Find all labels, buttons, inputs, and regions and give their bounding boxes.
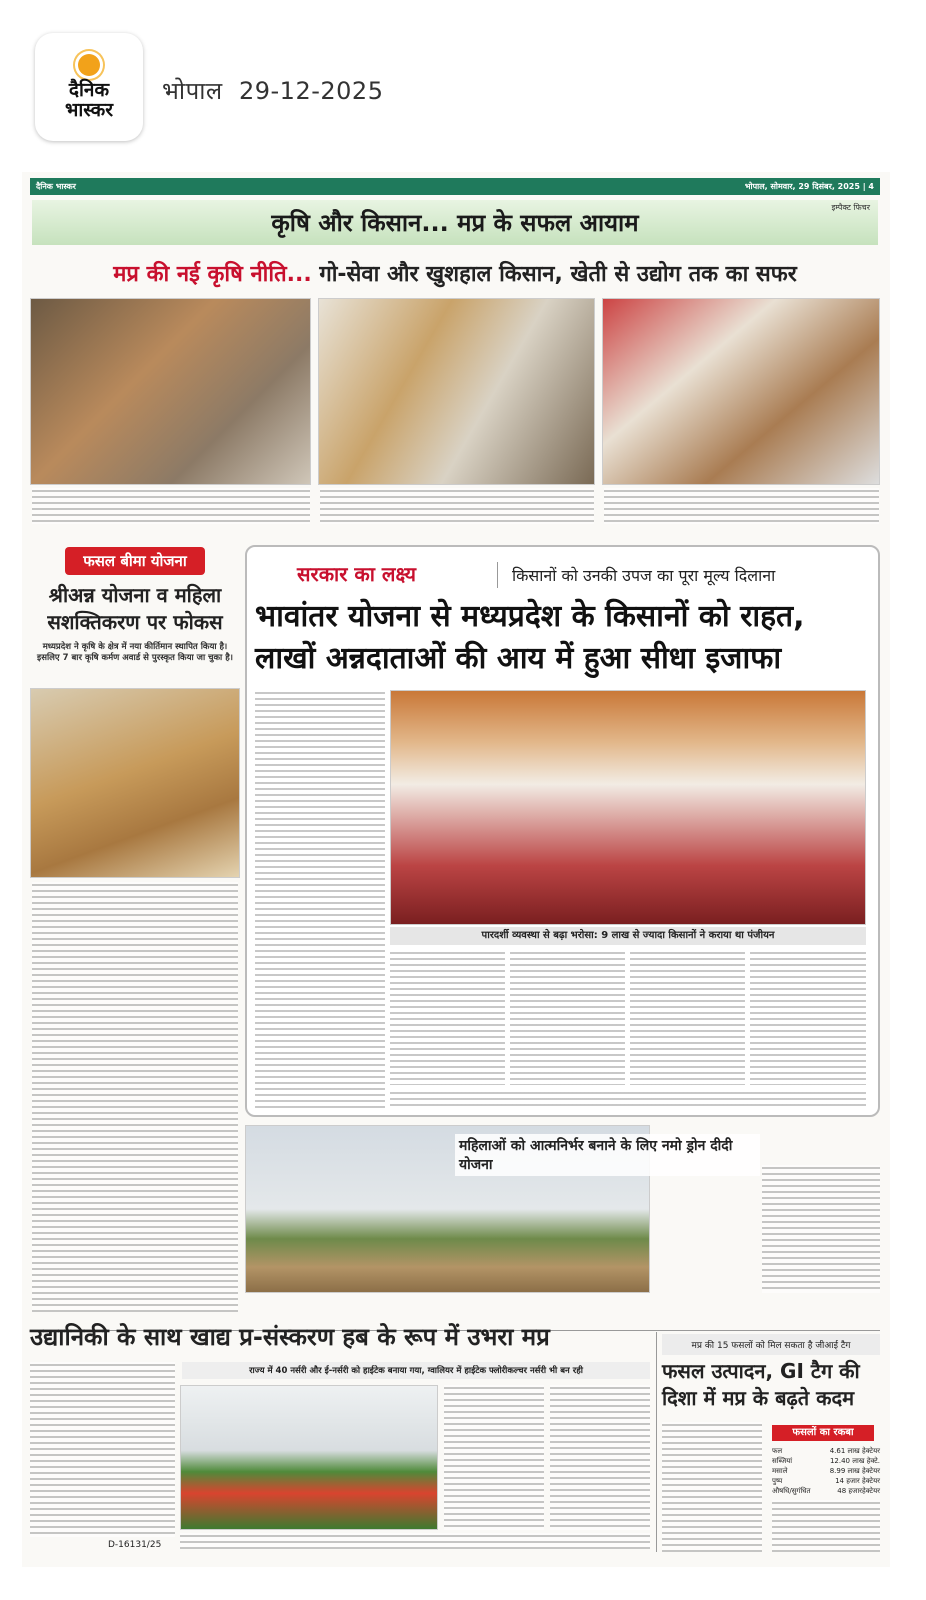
table-row — [772, 1466, 880, 1476]
crop-name: पुष्प — [772, 1477, 783, 1485]
bottom-body-col3 — [550, 1385, 650, 1530]
strip-masthead: दैनिक भास्कर — [36, 182, 76, 191]
gi-body-col2 — [772, 1500, 880, 1552]
edition-date: 29-12-2025 — [238, 77, 384, 105]
crop-area: 48 हजारहेक्टेयर — [837, 1487, 880, 1495]
strip-date: भोपाल, सोमवार, 29 दिसंबर, 2025 | 4 — [744, 182, 874, 191]
dainik-bhaskar-logo[interactable] — [35, 33, 143, 141]
table-row — [772, 1456, 880, 1466]
lead-headline-red: मप्र की नई कृषि नीति... — [113, 262, 312, 287]
main-body-footer — [390, 1090, 866, 1110]
crop-area: 8.99 लाख हेक्टेयर — [829, 1467, 880, 1475]
crop-area-table-title: फसलों का रकबा — [772, 1425, 874, 1441]
bottom-photo-caption — [180, 1533, 650, 1549]
lead-headline — [30, 258, 880, 288]
main-photo-caption: पारदर्शी व्यवस्था से बढ़ा भरोसा: 9 लाख से ज्यादा किसानों ने कराया था पंजीयन — [390, 927, 866, 945]
table-row — [772, 1476, 880, 1486]
crop-area: 14 हजार हेक्टेयर — [835, 1477, 880, 1485]
main-kicker: सरकार का लक्ष्य — [297, 562, 416, 586]
section-banner — [32, 200, 878, 245]
left-story-intro: मध्यप्रदेश ने कृषि के क्षेत्र में नया कीर्तिमान स्थापित किया है। इसलिए 7 बार कृषि कर्मण अवार्ड से पुरस्कृत किया जा चुका है। — [37, 642, 233, 663]
main-body-col2 — [390, 950, 505, 1085]
main-body-col1 — [255, 690, 385, 1110]
crop-area-table — [772, 1446, 880, 1496]
main-body-col4 — [630, 950, 745, 1085]
crop-name: सब्जियां — [772, 1457, 793, 1465]
crop-area: 4.61 लाख हेक्टेयर — [829, 1447, 880, 1455]
left-story-body — [32, 882, 238, 1312]
main-tagline: किसानों को उनकी उपज का पूरा मूल्य दिलाना — [512, 566, 776, 585]
photo-cow-feeding — [30, 298, 311, 485]
lead-headline-black: गो-सेवा और खुशहाल किसान, खेती से उद्योग तक का सफर — [311, 262, 797, 287]
crop-name: फल — [772, 1447, 783, 1455]
banner-title: कृषि और किसान... मप्र के सफल आयाम — [271, 209, 639, 237]
sun-icon — [78, 54, 100, 76]
gi-body-col1 — [662, 1422, 762, 1552]
bottom-subheadline: राज्य में 40 नर्सरी और ई-नर्सरी को हाईटेक बनाया गया, ग्वालियर में हाईटेक फ्लोरीकल्चर नर्सरी भी बन रही — [182, 1362, 650, 1379]
impact-feature-label: इम्पैक्ट फिचर — [831, 203, 870, 212]
gi-headline: फसल उत्पादन, GI टैग की दिशा में मप्र के बढ़ते कदम — [662, 1359, 860, 1410]
main-headline: भावांतर योजना से मध्यप्रदेश के किसानों को राहत, लाखों अन्नदाताओं की आय में हुआ सीधा इजाफा — [255, 599, 805, 676]
main-body-col3 — [510, 950, 625, 1085]
photo-polyhouse — [180, 1385, 438, 1530]
photo-exhibition — [602, 298, 880, 485]
logo-line-2: भास्कर — [64, 99, 114, 121]
photo-caption-2 — [320, 488, 594, 524]
logo-line-1: दैनिक — [68, 79, 110, 101]
bottom-body-col2 — [444, 1385, 544, 1530]
photo-cm-farmers — [318, 298, 595, 485]
photo-caption-3 — [604, 488, 879, 524]
page-strip — [30, 178, 880, 195]
edition-info — [162, 74, 383, 107]
photo-cm-event-stage — [390, 690, 866, 925]
crop-area: 12.40 लाख हेक्टे. — [829, 1457, 880, 1465]
table-row — [772, 1446, 880, 1456]
crop-name: औषधि/सुगंधित — [772, 1487, 811, 1495]
edition-city: भोपाल — [162, 77, 223, 105]
drone-body — [762, 1165, 880, 1293]
photo-grain-harvest — [30, 688, 240, 878]
table-row — [772, 1486, 880, 1496]
ad-code: D-16131/25 — [108, 1540, 162, 1550]
gi-story-border — [656, 1332, 657, 1552]
bottom-body-col1 — [30, 1362, 175, 1537]
left-story-headline: श्रीअन्न योजना व महिला सशक्तिकरण पर फोकस — [47, 583, 223, 634]
main-body-col5 — [750, 950, 866, 1085]
drone-headline: महिलाओं को आत्मनिर्भर बनाने के लिए नमो ड्रोन दीदी योजना — [455, 1134, 760, 1176]
photo-caption-1 — [32, 488, 310, 524]
crop-insurance-tag: फसल बीमा योजना — [65, 547, 205, 575]
kicker-divider — [497, 562, 498, 588]
gi-kicker: मप्र की 15 फसलों को मिल सकता है जीआई टैग — [662, 1334, 880, 1355]
crop-name: मसाले — [772, 1467, 788, 1475]
bottom-headline: उद्यानिकी के साथ खाद्य प्र-संस्करण हब के रूप में उभरा मप्र — [30, 1323, 550, 1351]
